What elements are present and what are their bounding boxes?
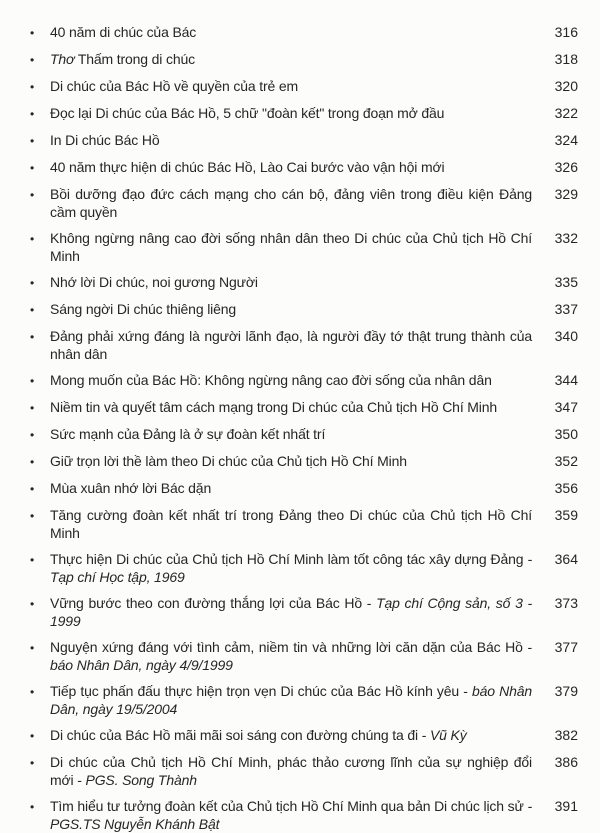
toc-entry [30, 638, 578, 674]
entry-title: Di chúc của Bác Hồ mãi mãi soi sáng con đường chúng ta đi - Vũ Kỳ [50, 727, 467, 743]
toc-entry [30, 50, 578, 69]
entry-title: Mong muốn của Bác Hồ: Không ngừng nâng cao đời sống của nhân dân [50, 372, 492, 388]
toc-entry [30, 229, 578, 265]
toc-entry [30, 104, 578, 123]
entry-title: In Di chúc Bác Hồ [50, 132, 160, 148]
entry-title: Bồi dưỡng đạo đức cách mạng cho cán bộ, đảng viên trong điều kiện Đảng cầm quyền [50, 186, 532, 220]
entry-page-number: 377 [554, 639, 578, 655]
bullet-icon: • [30, 800, 35, 814]
bullet-icon: • [30, 303, 35, 317]
toc-entry [30, 594, 578, 630]
entry-title: Niềm tin và quyết tâm cách mạng trong Di chúc của Chủ tịch Hồ Chí Minh [50, 399, 498, 415]
toc-entry [30, 131, 578, 150]
entry-page-number: 359 [554, 507, 578, 523]
entry-title: Thực hiện Di chúc của Chủ tịch Hồ Chí Minh làm tốt công tác xây dựng Đảng - Tạp chí Học tập, 1969 [50, 551, 532, 585]
entry-title: 40 năm thực hiện di chúc Bác Hồ, Lào Cai bước vào vận hội mới [50, 159, 445, 175]
entry-page-number: 382 [554, 727, 578, 743]
entry-title: Không ngừng nâng cao đời sống nhân dân theo Di chúc của Chủ tịch Hồ Chí Minh [50, 230, 532, 264]
entry-title: Mùa xuân nhớ lời Bác dặn [50, 480, 212, 496]
entry-page-number: 337 [554, 301, 578, 317]
entry-title: Tìm hiểu tư tưởng đoàn kết của Chủ tịch Hồ Chí Minh qua bản Di chúc lịch sử - PGS.TS Nguyễn Khánh Bật [50, 798, 532, 832]
bullet-icon: • [30, 729, 35, 743]
entry-page-number: 391 [554, 798, 578, 814]
toc-entry [30, 726, 578, 745]
toc-entry [30, 77, 578, 96]
bullet-icon: • [30, 134, 35, 148]
toc-entry [30, 479, 578, 498]
toc-entry [30, 425, 578, 444]
bullet-icon: • [30, 553, 35, 567]
entry-page-number: 352 [554, 453, 578, 469]
bullet-icon: • [30, 756, 35, 770]
entry-page-number: 356 [554, 480, 578, 496]
entry-title: Sáng ngời Di chúc thiêng liêng [50, 301, 237, 317]
bullet-icon: • [30, 276, 35, 290]
toc-entry [30, 682, 578, 718]
bullet-icon: • [30, 161, 35, 175]
bullet-icon: • [30, 401, 35, 415]
toc-entry [30, 452, 578, 471]
toc-entry [30, 550, 578, 586]
entry-page-number: 332 [554, 230, 578, 246]
bullet-icon: • [30, 428, 35, 442]
bullet-icon: • [30, 232, 35, 246]
bullet-icon: • [30, 80, 35, 94]
bullet-icon: • [30, 685, 35, 699]
entry-title: Di chúc của Bác Hồ về quyền của trẻ em [50, 78, 298, 94]
entry-page-number: 320 [554, 78, 578, 94]
toc-entry [30, 185, 578, 221]
entry-title: Sức mạnh của Đảng là ở sự đoàn kết nhất trí [50, 426, 326, 442]
entry-title: Thơ Thấm trong di chúc [50, 51, 195, 67]
entry-title: Tăng cường đoàn kết nhất trí trong Đảng theo Di chúc của Chủ tịch Hồ Chí Minh [50, 507, 532, 541]
bullet-icon: • [30, 509, 35, 523]
toc-entry [30, 158, 578, 177]
toc-entry [30, 797, 578, 833]
toc-entry [30, 300, 578, 319]
entry-title: Vững bước theo con đường thắng lợi của Bác Hồ - Tạp chí Cộng sản, số 3 - 1999 [50, 595, 532, 629]
bullet-icon: • [30, 597, 35, 611]
entry-page-number: 386 [554, 754, 578, 770]
entry-page-number: 350 [554, 426, 578, 442]
toc-entry [30, 327, 578, 363]
toc-list [30, 23, 578, 833]
entry-page-number: 326 [554, 159, 578, 175]
entry-title: Giữ trọn lời thề làm theo Di chúc của Chủ tịch Hồ Chí Minh [50, 453, 407, 469]
bullet-icon: • [30, 482, 35, 496]
toc-entry [30, 23, 578, 42]
toc-entry [30, 273, 578, 292]
entry-title: Nguyện xứng đáng với tình cảm, niềm tin và những lời căn dặn của Bác Hồ - báo Nhân Dân, ngày 4/9/1999 [50, 639, 532, 673]
entry-page-number: 344 [554, 372, 578, 388]
entry-title: Nhớ lời Di chúc, noi gương Người [50, 274, 258, 290]
entry-title: Đảng phải xứng đáng là người lãnh đạo, là người đầy tớ thật trung thành của nhân dân [50, 328, 532, 362]
entry-title: Tiếp tục phấn đấu thực hiện trọn vẹn Di chúc của Bác Hồ kính yêu - báo Nhân Dân, ngày 19/5/2004 [50, 683, 532, 717]
bullet-icon: • [30, 374, 35, 388]
entry-page-number: 347 [554, 399, 578, 415]
entry-page-number: 324 [554, 132, 578, 148]
entry-page-number: 373 [554, 595, 578, 611]
entry-page-number: 335 [554, 274, 578, 290]
entry-page-number: 364 [554, 551, 578, 567]
entry-title: 40 năm di chúc của Bác [50, 24, 197, 40]
entry-page-number: 379 [554, 683, 578, 699]
entry-page-number: 340 [554, 328, 578, 344]
entry-title: Đọc lại Di chúc của Bác Hồ, 5 chữ "đoàn kết" trong đoạn mở đầu [50, 105, 445, 121]
bullet-icon: • [30, 330, 35, 344]
toc-entry [30, 371, 578, 390]
bullet-icon: • [30, 53, 35, 67]
bullet-icon: • [30, 455, 35, 469]
bullet-icon: • [30, 641, 35, 655]
bullet-icon: • [30, 26, 35, 40]
bullet-icon: • [30, 107, 35, 121]
bullet-icon: • [30, 188, 35, 202]
entry-page-number: 318 [554, 51, 578, 67]
entry-page-number: 329 [554, 186, 578, 202]
toc-entry [30, 398, 578, 417]
entry-title: Di chúc của Chủ tịch Hồ Chí Minh, phác thảo cương lĩnh của sự nghiệp đổi mới - PGS. Song Thành [50, 754, 532, 788]
toc-entry [30, 753, 578, 789]
toc-entry [30, 506, 578, 542]
entry-page-number: 316 [554, 24, 578, 40]
entry-page-number: 322 [554, 105, 578, 121]
